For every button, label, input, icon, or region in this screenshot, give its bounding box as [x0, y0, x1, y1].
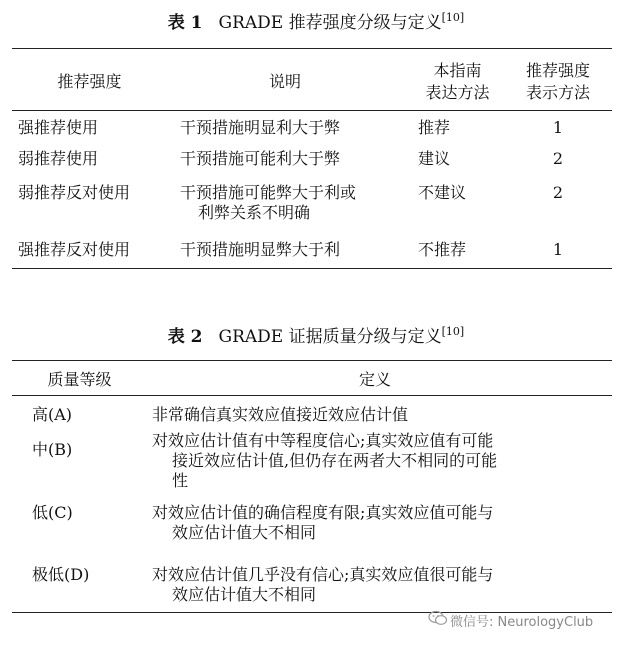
table2-header-level: 质量等级 — [47, 370, 112, 389]
table1-header-description: 说明 — [268, 72, 301, 91]
table2-row-level: 低(C) — [32, 503, 73, 522]
table2-row-definition: 对效应估计值的确信程度有限;真实效应值可能与 — [152, 503, 494, 522]
table1-row-description: 干预措施明显利大于弊 — [180, 118, 341, 137]
table2-row-level: 高(A) — [32, 405, 73, 424]
table1-header-rule — [12, 110, 612, 111]
table1-row-expression: 不推荐 — [418, 240, 467, 259]
table1-caption-ref: [10] — [441, 11, 465, 24]
table2-header-definition: 定义 — [358, 370, 391, 389]
table1-row-description: 干预措施明显弊大于利 — [180, 240, 341, 259]
table1-row-strength: 弱推荐反对使用 — [18, 183, 131, 202]
table1-row-code: 1 — [552, 118, 564, 137]
table1-row-code: 1 — [552, 240, 564, 259]
table2-row-definition: 对效应估计值有中等程度信心;真实效应值有可能 — [152, 431, 494, 450]
table1-top-rule — [12, 48, 612, 49]
wechat-icon — [428, 610, 448, 630]
table2-caption-number: 表 2 — [167, 327, 203, 347]
table1-row-strength: 强推荐反对使用 — [18, 240, 131, 259]
table1-row-strength: 强推荐使用 — [18, 118, 99, 137]
watermark-text: 微信号: NeurologyClub — [450, 615, 594, 630]
table2-row-definition-cont: 性 — [172, 471, 189, 490]
table1-row-description: 干预措施可能弊大于利或 — [180, 183, 357, 202]
table1-header-code-l2: 表示方法 — [525, 83, 590, 102]
table1-row-code: 2 — [552, 183, 564, 202]
table2-caption — [0, 322, 632, 347]
table1-header-code-l1: 推荐强度 — [525, 61, 590, 80]
table2-row-definition-cont: 接近效应估计值,但仍存在两者大不相同的可能 — [172, 451, 498, 470]
table2-row-level: 中(B) — [32, 440, 73, 459]
table1-row-expression: 推荐 — [418, 118, 451, 137]
table2-header-rule — [12, 395, 612, 396]
table2-caption-text: GRADE 证据质量分级与定义 — [218, 327, 442, 347]
table1-caption-text: GRADE 推荐强度分级与定义 — [218, 13, 442, 33]
table2-row-definition-cont: 效应估计值大不相同 — [172, 585, 317, 604]
table1-bottom-rule — [12, 268, 612, 269]
table2-row-definition-cont: 效应估计值大不相同 — [172, 523, 317, 542]
table2-row-definition: 对效应估计值几乎没有信心;真实效应值很可能与 — [152, 565, 494, 584]
table1-row-expression: 不建议 — [418, 183, 467, 202]
table2-row-definition: 非常确信真实效应值接近效应估计值 — [152, 405, 409, 424]
table1-row-expression: 建议 — [418, 149, 451, 168]
table1-header-expression-l2: 表达方法 — [425, 83, 490, 102]
table1-row-strength: 弱推荐使用 — [18, 149, 99, 168]
table1-row-code: 2 — [552, 149, 564, 168]
table2-caption-ref: [10] — [441, 325, 465, 338]
table1-header-expression-l1: 本指南 — [433, 61, 482, 80]
table2-row-level: 极低(D) — [32, 565, 90, 584]
table2-top-rule — [12, 360, 612, 361]
table1-row-description: 干预措施可能利大于弊 — [180, 149, 341, 168]
table1-header-strength: 推荐强度 — [57, 72, 122, 91]
table1-row-description-cont: 利弊关系不明确 — [198, 203, 311, 222]
table1-caption-number: 表 1 — [167, 13, 203, 33]
table1-caption — [0, 8, 632, 33]
